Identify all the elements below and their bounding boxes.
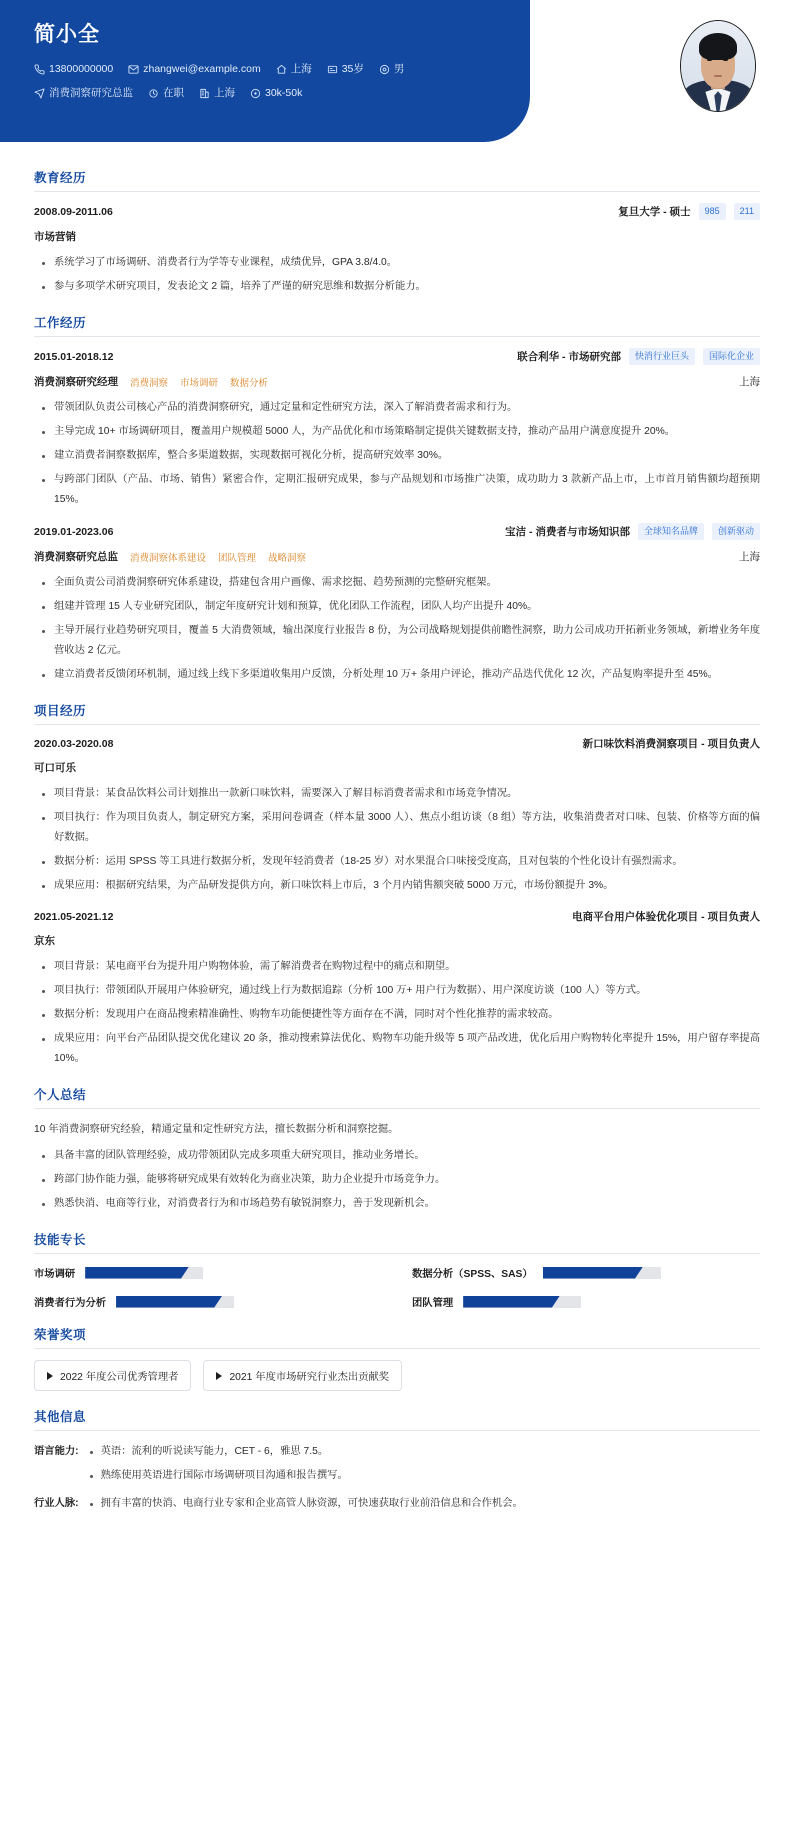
education-bullets [40,253,760,297]
salary-icon [250,88,261,99]
skill-label: 团队管理 [412,1298,454,1309]
other-group-language [34,1442,760,1486]
section-title-awards: 荣誉奖项 [34,1325,760,1349]
project-name: 新口味饮料消费洞察项目 - 项目负责人 [582,738,760,750]
bullet-item: 参与多项学术研究项目，发表论文 2 篇，培养了严谨的研究思维和数据分析能力。 [40,277,760,297]
mail-icon [128,64,139,75]
bullet-item: 系统学习了市场调研、消费者行为学等专业课程，成绩优异，GPA 3.8/4.0。 [40,253,760,273]
work-role: 消费洞察研究总监 [34,551,118,563]
bullet-item: 与跨部门团队（产品、市场、销售）紧密合作，定期汇报研究成果，参与产品规划和市场推广决策，成功助力 3 款新产品上市，上市首月销售额均超预期 15%。 [40,470,760,510]
bullet-item: 拥有丰富的快消、电商行业专家和企业高管人脉资源，可快速获取行业前沿信息和合作机会。 [85,1494,760,1514]
status-location-text: 上海 [214,87,235,100]
status-row [34,85,530,101]
contact-city [276,61,312,77]
skills-grid [34,1265,760,1309]
education-tag: 211 [734,203,760,220]
contact-gender-text: 男 [393,63,405,76]
project-bullets [40,957,760,1069]
work-bullets [40,398,760,510]
education-major: 市场营销 [34,231,76,243]
bullet-item: 成果应用：向平台产品团队提交优化建议 20 条，推动搜索算法优化、购物车功能升级等 5 项产品改进，优化后用户购物转化率提升 15%，用户留存率提高 10%。 [40,1029,760,1069]
status-employment-text: 在职 [163,87,184,100]
skill-row [412,1265,760,1280]
section-title-other: 其他信息 [34,1407,760,1431]
section-education [34,168,760,297]
gender-icon [379,64,390,75]
bullet-item: 英语：流利的听说读写能力，CET - 6，雅思 7.5。 [85,1442,760,1462]
work-date: 2015.01-2018.12 [34,351,114,363]
resume-header [0,0,794,150]
candidate-photo [680,20,756,112]
work-company-tag: 国际化企业 [703,348,760,365]
work-skill-tag: 战略洞察 [268,552,307,564]
bullet-item: 主导开展行业趋势研究项目，覆盖 5 大消费领域，输出深度行业报告 8 份，为公司战略规划提供前瞻性洞察，助力公司成功开拓新业务领域，新增业务年度营收达 2 亿元。 [40,621,760,661]
section-title-skills: 技能专长 [34,1230,760,1254]
work-skill-tag: 消费洞察 [130,377,169,389]
status-salary-text: 30k-50k [265,87,303,100]
skill-label: 市场调研 [34,1269,76,1280]
candidate-name: 简小全 [34,23,100,46]
skill-label: 消费者行为分析 [34,1298,107,1309]
other-label: 语言能力: [34,1446,79,1457]
status-title-text: 消费洞察研究总监 [49,87,133,100]
bullet-item: 数据分析：发现用户在商品搜索精准确性、购物车功能便捷性等方面存在不满，同时对个性化推荐的需求较高。 [40,1005,760,1025]
section-skills [34,1230,760,1309]
status-title [34,85,133,101]
education-school: 复旦大学 - 硕士 [618,206,691,218]
bullet-item: 建立消费者洞察数据库，整合多渠道数据，实现数据可视化分析，提高研究效率 30%。 [40,446,760,466]
summary-bullets [40,1146,760,1214]
work-bullets [40,573,760,685]
award-label: 2021 年度市场研究行业杰出贡献奖 [229,1372,390,1383]
status-icon [148,88,159,99]
avatar [680,20,756,112]
skill-progress-fill [116,1296,222,1308]
skill-progress-fill [85,1267,189,1279]
other-group-network [34,1494,760,1514]
project-company: 可口可乐 [34,762,76,774]
bullet-item: 项目执行：带领团队开展用户体验研究，通过线上行为数据追踪（分析 100 万+ 用户行为数据）、用户深度访谈（100 人）等方式。 [40,981,760,1001]
project-entry [34,909,760,1069]
contact-age [327,61,364,77]
bullet-item: 组建并管理 15 人专业研究团队，制定年度研究计划和预算，优化团队工作流程，团队人均产出提升 40%。 [40,597,760,617]
contact-gender [379,61,405,77]
work-company: 宝洁 - 消费者与市场知识部 [505,526,630,538]
education-tag: 985 [699,203,726,220]
status-location [199,85,235,101]
contact-age-text: 35岁 [341,63,364,76]
bullet-item: 带领团队负责公司核心产品的消费洞察研究，通过定量和定性研究方法，深入了解消费者需求和行为。 [40,398,760,418]
play-triangle-icon [216,1372,222,1380]
section-summary [34,1085,760,1214]
bullet-item: 项目背景：某食品饮料公司计划推出一款新口味饮料，需要深入了解目标消费者需求和市场竞争情况。 [40,784,760,804]
bullet-item: 主导完成 10+ 市场调研项目，覆盖用户规模超 5000 人，为产品优化和市场策略制定提供关键数据支持，推动产品用户满意度提升 20%。 [40,422,760,442]
section-other [34,1407,760,1514]
skill-row [34,1265,382,1280]
project-name: 电商平台用户体验优化项目 - 项目负责人 [572,911,760,923]
id-card-icon [327,64,338,75]
skill-progress-fill [543,1267,643,1279]
contact-phone-text: 13800000000 [49,63,114,76]
award-label: 2022 年度公司优秀管理者 [60,1372,179,1383]
building-icon [199,88,210,99]
work-role: 消费洞察研究经理 [34,376,118,388]
work-entry [34,523,760,685]
bullet-item: 全面负责公司消费洞察研究体系建设，搭建包含用户画像、需求挖掘、趋势预测的完整研究框架。 [40,573,760,593]
work-company: 联合利华 - 市场研究部 [517,351,621,363]
section-work [34,313,760,685]
bullet-item: 项目背景：某电商平台为提升用户购物体验，需了解消费者在购物过程中的痛点和期望。 [40,957,760,977]
status-salary [250,85,302,101]
work-skill-tag: 市场调研 [180,377,219,389]
project-bullets [40,784,760,896]
work-skill-tag: 消费洞察体系建设 [130,552,207,564]
skill-row [34,1294,382,1309]
work-date: 2019.01-2023.06 [34,526,114,538]
skill-row [412,1294,760,1309]
section-title-project: 项目经历 [34,701,760,725]
send-icon [34,88,45,99]
education-entry [34,203,760,297]
section-title-education: 教育经历 [34,168,760,192]
bullet-item: 建立消费者反馈闭环机制，通过线上线下多渠道收集用户反馈，分析处理 10 万+ 条用户评论，推动产品迭代优化 12 次，产品复购率提升至 45%。 [40,665,760,685]
contact-phone [34,61,113,77]
other-bullets [85,1442,760,1486]
award-chip[interactable] [34,1360,191,1391]
section-awards [34,1325,760,1391]
contact-email [128,61,260,77]
skill-progress-track [543,1267,661,1279]
work-company-tag: 全球知名品牌 [638,523,704,540]
bullet-item: 具备丰富的团队管理经验，成功带领团队完成多项重大研究项目，推动业务增长。 [40,1146,760,1166]
home-icon [276,64,287,75]
work-location: 上海 [739,376,760,388]
bullet-item: 熟悉快消、电商等行业，对消费者行为和市场趋势有敏锐洞察力，善于发现新机会。 [40,1194,760,1214]
section-title-work: 工作经历 [34,313,760,337]
other-bullets [85,1494,760,1514]
bullet-item: 项目执行：作为项目负责人，制定研究方案，采用问卷调查（样本量 3000 人）、焦点小组访谈（8 组）等方法，收集消费者对口味、包装、价格等方面的偏好数据。 [40,808,760,848]
awards-row [34,1360,760,1391]
play-triangle-icon [47,1372,53,1380]
section-project [34,701,760,1069]
work-location: 上海 [739,551,760,563]
work-company-tag: 创新驱动 [712,523,760,540]
skill-progress-track [85,1267,203,1279]
contact-city-text: 上海 [290,63,312,76]
bullet-item: 跨部门协作能力强，能够将研究成果有效转化为商业决策，助力企业提升市场竞争力。 [40,1170,760,1190]
skill-progress-fill [463,1296,560,1308]
section-title-summary: 个人总结 [34,1085,760,1109]
skill-label: 数据分析（SPSS、SAS） [412,1269,533,1280]
summary-intro: 10 年消费洞察研究经验，精通定量和定性研究方法，擅长数据分析和洞察挖掘。 [34,1124,399,1135]
contact-row [34,61,530,77]
work-company-tag: 快消行业巨头 [629,348,695,365]
contact-email-text: zhangwei@example.com [143,63,261,76]
skill-progress-track [463,1296,581,1308]
bullet-item: 成果应用：根据研究结果，为产品研发提供方向，新口味饮料上市后，3 个月内销售额突破 5000 万元，市场份额提升 3%。 [40,876,760,896]
award-chip[interactable] [203,1360,402,1391]
bullet-item: 熟练使用英语进行国际市场调研项目沟通和报告撰写。 [85,1466,760,1486]
skill-progress-track [116,1296,234,1308]
project-date: 2021.05-2021.12 [34,911,114,923]
phone-icon [34,64,45,75]
other-label: 行业人脉: [34,1498,79,1509]
status-employment [148,85,184,101]
education-date: 2008.09-2011.06 [34,206,113,218]
work-skill-tag: 数据分析 [230,377,269,389]
work-skill-tag: 团队管理 [218,552,257,564]
work-entry [34,348,760,510]
project-company: 京东 [34,935,55,947]
project-date: 2020.03-2020.08 [34,738,114,750]
bullet-item: 数据分析：运用 SPSS 等工具进行数据分析，发现年轻消费者（18-25 岁）对水果混合口味接受度高，且对包装的个性化设计有强烈需求。 [40,852,760,872]
project-entry [34,736,760,896]
summary-entry [34,1120,760,1214]
